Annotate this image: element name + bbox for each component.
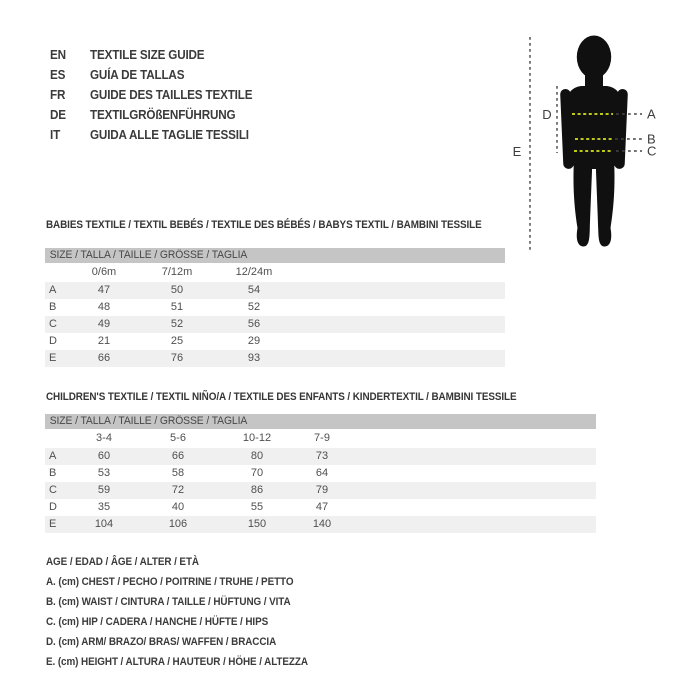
size-header-text: SIZE / TALLA / TAILLE / GRÖSSE / TAGLIA	[49, 249, 248, 261]
row-label: A	[49, 450, 57, 462]
legend-line: D. (cm) ARM/ BRAZO/ BRAS/ WAFFEN / BRACCIA	[46, 636, 277, 648]
silhouette-right-leg	[596, 159, 615, 247]
language-code: IT	[50, 127, 61, 142]
cell-value: 80	[250, 450, 264, 462]
cell-value: 140	[312, 518, 332, 530]
silhouette-left-leg	[573, 159, 592, 247]
language-title: GUIDE DES TAILLES TEXTILE	[90, 87, 253, 102]
measure-label-d: D	[542, 107, 552, 122]
column-header: 3-4	[96, 432, 112, 444]
size-header-text: SIZE / TALLA / TAILLE / GRÖSSE / TAGLIA	[49, 415, 248, 427]
cell-value: 49	[97, 318, 111, 330]
cell-value: 21	[97, 335, 111, 347]
row-label: E	[49, 518, 57, 530]
cell-value: 53	[97, 467, 111, 479]
measure-label-e: E	[512, 144, 522, 159]
column-header: 12/24m	[235, 266, 273, 278]
child-silhouette-icon	[560, 36, 628, 247]
children-section-title: CHILDREN'S TEXTILE / TEXTIL NIÑO/A / TEXTILE DES ENFANTS / KINDERTEXTIL / BAMBINI TESSILE	[46, 391, 517, 403]
column-header: 10-12	[242, 432, 272, 444]
column-header: 0/6m	[91, 266, 117, 278]
legend-line: E. (cm) HEIGHT / ALTURA / HAUTEUR / HÖHE / ALTEZZA	[46, 656, 308, 668]
table-row	[45, 516, 596, 533]
language-title: GUÍA DE TALLAS	[90, 67, 185, 82]
cell-value: 58	[171, 467, 185, 479]
language-row	[50, 65, 195, 85]
language-title: TEXTILE SIZE GUIDE	[90, 47, 205, 62]
cell-value: 51	[170, 301, 184, 313]
language-row	[50, 125, 267, 145]
column-header: 5-6	[170, 432, 186, 444]
legend-line: A. (cm) CHEST / PECHO / POITRINE / TRUHE / PETTO	[46, 576, 294, 588]
cell-value: 64	[315, 467, 329, 479]
cell-value: 73	[315, 450, 329, 462]
cell-value: 50	[170, 284, 184, 296]
legend-line: AGE / EDAD / ÂGE / ALTER / ETÀ	[46, 556, 199, 568]
size-header-band	[45, 414, 596, 429]
row-label: C	[49, 484, 57, 496]
cell-value: 66	[171, 450, 185, 462]
language-code: DE	[50, 107, 66, 122]
table-row	[45, 482, 596, 499]
cell-value: 70	[250, 467, 264, 479]
cell-value: 150	[247, 518, 267, 530]
cell-value: 52	[247, 301, 261, 313]
children-size-table	[45, 414, 596, 533]
silhouette-torso	[566, 86, 622, 169]
measurement-figure	[500, 25, 700, 260]
cell-value: 35	[97, 501, 111, 513]
cell-value: 79	[315, 484, 329, 496]
table-row	[45, 299, 505, 316]
cell-value: 72	[171, 484, 185, 496]
cell-value: 60	[97, 450, 111, 462]
cell-value: 55	[250, 501, 264, 513]
column-header: 7-9	[314, 432, 330, 444]
cell-value: 29	[247, 335, 261, 347]
row-label: D	[49, 335, 57, 347]
babies-size-table	[45, 248, 505, 367]
cell-value: 93	[247, 352, 261, 364]
language-title: TEXTILGRÖßENFÜHRUNG	[90, 107, 236, 122]
cell-value: 59	[97, 484, 111, 496]
cell-value: 25	[170, 335, 184, 347]
cell-value: 48	[97, 301, 111, 313]
table-row	[45, 448, 596, 465]
column-header-row	[45, 263, 505, 282]
language-row	[50, 105, 252, 125]
language-row	[50, 45, 217, 65]
cell-value: 76	[170, 352, 184, 364]
table-row	[45, 333, 505, 350]
table-row	[45, 499, 596, 516]
legend-line: B. (cm) WAIST / CINTURA / TAILLE / HÜFTUNG / VITA	[46, 596, 291, 608]
language-code: EN	[50, 47, 66, 62]
cell-value: 56	[247, 318, 261, 330]
row-label: D	[49, 501, 57, 513]
cell-value: 47	[315, 501, 329, 513]
language-code: FR	[50, 87, 66, 102]
cell-value: 52	[170, 318, 184, 330]
measure-label-b: B	[647, 131, 656, 147]
cell-value: 54	[247, 284, 261, 296]
babies-section-title: BABIES TEXTILE / TEXTIL BEBÉS / TEXTILE DES BÉBÉS / BABYS TEXTIL / BAMBINI TESSILE	[46, 219, 482, 231]
cell-value: 106	[168, 518, 188, 530]
table-row	[45, 350, 505, 367]
measure-label-a: A	[647, 106, 656, 122]
row-label: C	[49, 318, 57, 330]
cell-value: 104	[94, 518, 114, 530]
table-row	[45, 316, 505, 333]
row-label: E	[49, 352, 57, 364]
cell-value: 66	[97, 352, 111, 364]
table-row	[45, 465, 596, 482]
cell-value: 40	[171, 501, 185, 513]
column-header: 7/12m	[161, 266, 193, 278]
babies-table-body	[45, 282, 505, 367]
measure-label-c: C	[647, 143, 657, 159]
column-header-row	[45, 429, 596, 448]
row-label: A	[49, 284, 57, 296]
size-header-band	[45, 248, 505, 263]
cell-value: 47	[97, 284, 111, 296]
language-code: ES	[50, 67, 66, 82]
children-table-body	[45, 448, 596, 533]
table-row	[45, 282, 505, 299]
language-row	[50, 85, 270, 105]
cell-value: 86	[250, 484, 264, 496]
language-title: GUIDA ALLE TAGLIE TESSILI	[90, 127, 249, 142]
row-label: B	[49, 301, 57, 313]
legend-line: C. (cm) HIP / CADERA / HANCHE / HÜFTE / HIPS	[46, 616, 269, 628]
row-label: B	[49, 467, 57, 479]
